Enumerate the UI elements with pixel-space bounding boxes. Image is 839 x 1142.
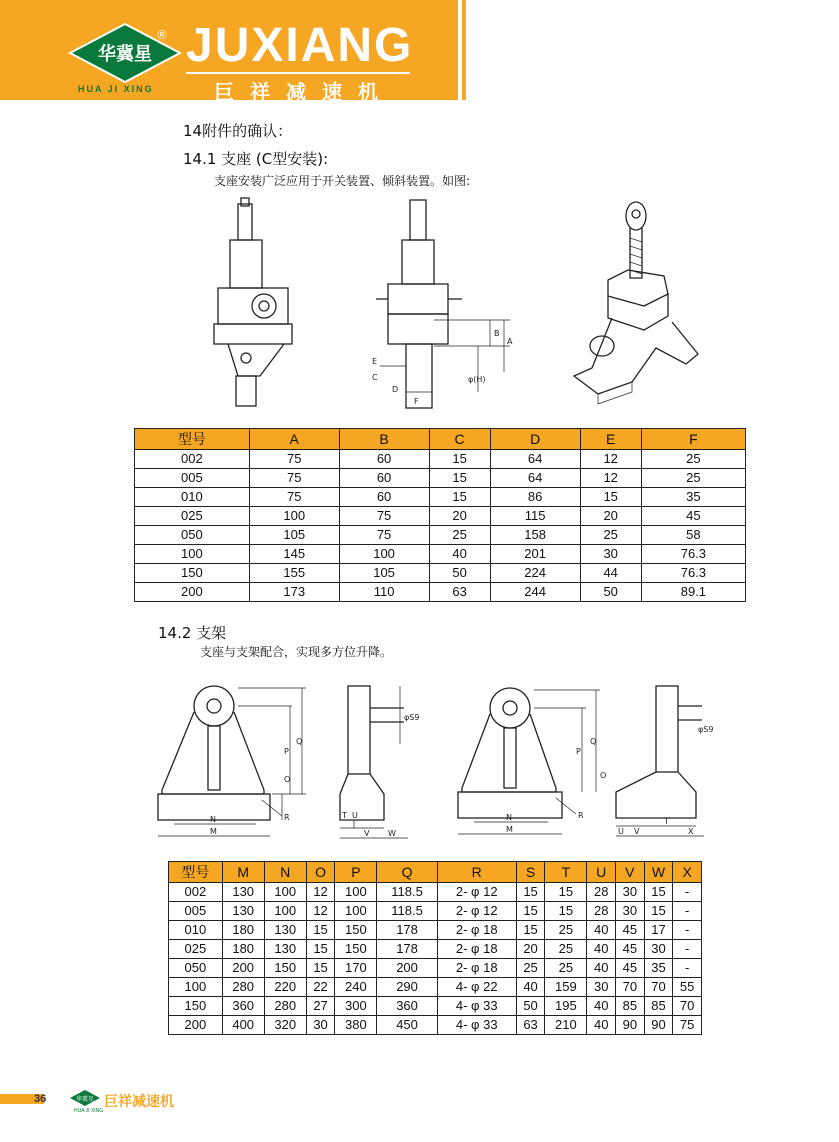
table-cell: 50 xyxy=(580,583,641,602)
table-cell: 005 xyxy=(135,469,250,488)
table-cell: 002 xyxy=(169,883,223,902)
table-cell: 150 xyxy=(135,564,250,583)
table-cell: 25 xyxy=(545,940,587,959)
table-cell: 17 xyxy=(644,921,673,940)
table-cell: 60 xyxy=(339,450,429,469)
table-cell: 200 xyxy=(377,959,437,978)
table-header-cell: N xyxy=(264,862,306,883)
table-cell: 15 xyxy=(429,450,490,469)
table-cell: 60 xyxy=(339,469,429,488)
table-cell: - xyxy=(673,902,702,921)
table-cell: 360 xyxy=(222,997,264,1016)
table-cell: 40 xyxy=(587,997,616,1016)
logo-text: 华冀星 xyxy=(98,44,152,65)
table-cell: 15 xyxy=(516,921,545,940)
brand-name-en: JUXIANG xyxy=(186,19,414,72)
fig-jack-side-view xyxy=(208,196,304,412)
table-cell: 45 xyxy=(641,507,745,526)
table-cell: 25 xyxy=(580,526,641,545)
table-header-cell: 型号 xyxy=(135,429,250,450)
dim-label-v2: V xyxy=(634,827,640,836)
table-row xyxy=(135,545,746,564)
table-cell: 240 xyxy=(335,978,377,997)
table-cell: 15 xyxy=(580,488,641,507)
table-cell: 201 xyxy=(490,545,580,564)
table-header-cell: M xyxy=(222,862,264,883)
table-header-cell: E xyxy=(580,429,641,450)
table-cell: 64 xyxy=(490,469,580,488)
table-cell: 30 xyxy=(644,940,673,959)
fig-bracket-front-b xyxy=(452,682,612,842)
table-header-cell: U xyxy=(587,862,616,883)
table-header-cell: R xyxy=(437,862,516,883)
section-14-1-desc: 支座安装广泛应用于开关装置、倾斜装置。如图: xyxy=(214,174,471,188)
fig-jack-isometric xyxy=(568,198,708,408)
table-cell: 40 xyxy=(587,1016,616,1035)
brand-name-cn: 巨祥减速机 xyxy=(214,80,394,104)
dim-label-t2: T xyxy=(664,817,669,826)
fig-jack-front-view xyxy=(370,196,520,416)
table-row xyxy=(169,921,702,940)
table-cell: 86 xyxy=(490,488,580,507)
table-header-row xyxy=(169,862,702,883)
dim-label-h: φ(H) xyxy=(468,375,486,384)
table-header-cell: C xyxy=(429,429,490,450)
table-cell: 105 xyxy=(249,526,339,545)
table-cell: 400 xyxy=(222,1016,264,1035)
section-14-1-title: 14.1 支座 (C型安装): xyxy=(183,150,329,168)
table-cell: 45 xyxy=(616,921,645,940)
table-cell: 280 xyxy=(222,978,264,997)
table-cell: 025 xyxy=(135,507,250,526)
table-cell: 15 xyxy=(306,959,335,978)
table-cell: 76.3 xyxy=(641,545,745,564)
table-cell: 118.5 xyxy=(377,902,437,921)
table-cell: 178 xyxy=(377,921,437,940)
dim-label-n: N xyxy=(210,815,216,824)
dim-label-m: M xyxy=(210,827,217,836)
table-row xyxy=(135,469,746,488)
dim-label-t: T xyxy=(342,811,347,820)
table-cell: 25 xyxy=(641,450,745,469)
table-cell: 2- φ 12 xyxy=(437,883,516,902)
dim-label-s2: φS9 xyxy=(698,725,714,734)
dim-label-r2: R xyxy=(578,811,584,820)
table-cell: 25 xyxy=(641,469,745,488)
table-cell: 63 xyxy=(516,1016,545,1035)
table-cell: 30 xyxy=(587,978,616,997)
table-cell: 15 xyxy=(545,883,587,902)
table-cell: 100 xyxy=(335,902,377,921)
table-cell: 40 xyxy=(587,940,616,959)
table-cell: 224 xyxy=(490,564,580,583)
table-cell: 60 xyxy=(339,488,429,507)
table-cell: 105 xyxy=(339,564,429,583)
table-row xyxy=(135,507,746,526)
table-cell: 100 xyxy=(264,902,306,921)
table-cell: 155 xyxy=(249,564,339,583)
dim-label-q: Q xyxy=(296,737,303,746)
table-cell: 40 xyxy=(429,545,490,564)
table-cell: - xyxy=(673,940,702,959)
table-cell: 20 xyxy=(516,940,545,959)
table-row xyxy=(135,450,746,469)
dim-label-w: W xyxy=(388,829,396,838)
table-cell: 90 xyxy=(644,1016,673,1035)
table-cell: 75 xyxy=(249,469,339,488)
footer-logo-subtitle: HUA JI XING xyxy=(74,1108,104,1114)
table-cell: 20 xyxy=(580,507,641,526)
table-cell: 195 xyxy=(545,997,587,1016)
table-cell: 010 xyxy=(135,488,250,507)
table-cell: 30 xyxy=(306,1016,335,1035)
table-cell: 12 xyxy=(306,902,335,921)
table-cell: 100 xyxy=(264,883,306,902)
table-cell: 100 xyxy=(335,883,377,902)
dim-label-q2: Q xyxy=(590,737,597,746)
table-cell: 244 xyxy=(490,583,580,602)
table-header-cell: P xyxy=(335,862,377,883)
table-cell: 4- φ 22 xyxy=(437,978,516,997)
table-cell: - xyxy=(673,921,702,940)
table-row xyxy=(169,997,702,1016)
page-number: 36 xyxy=(34,1093,47,1105)
table-row xyxy=(135,526,746,545)
table-cell: 55 xyxy=(673,978,702,997)
table-row xyxy=(135,488,746,507)
bracket-dimension-table xyxy=(168,861,702,1035)
table-header-cell: X xyxy=(673,862,702,883)
table-header-cell: W xyxy=(644,862,673,883)
table-cell: 145 xyxy=(249,545,339,564)
table-cell: 4- φ 33 xyxy=(437,1016,516,1035)
table-cell: 35 xyxy=(641,488,745,507)
table-cell: 15 xyxy=(516,883,545,902)
table-row xyxy=(135,564,746,583)
table-cell: 50 xyxy=(516,997,545,1016)
section-title: 14附件的确认： xyxy=(183,122,293,140)
table-cell: 158 xyxy=(490,526,580,545)
table-cell: - xyxy=(673,883,702,902)
footer-brand: 巨祥减速机 xyxy=(104,1094,174,1110)
dim-label-c: C xyxy=(372,373,378,382)
fig-bracket-side-a xyxy=(334,682,434,842)
table-cell: 2- φ 12 xyxy=(437,902,516,921)
table-cell: 210 xyxy=(545,1016,587,1035)
table-cell: 173 xyxy=(249,583,339,602)
table-header-cell: A xyxy=(249,429,339,450)
table-cell: 45 xyxy=(616,940,645,959)
dim-label-v: V xyxy=(364,829,370,838)
table-cell: 360 xyxy=(377,997,437,1016)
table-cell: 12 xyxy=(580,469,641,488)
table-cell: 130 xyxy=(264,921,306,940)
table-cell: 4- φ 33 xyxy=(437,997,516,1016)
table-cell: 115 xyxy=(490,507,580,526)
table-cell: 010 xyxy=(169,921,223,940)
dim-label-a: A xyxy=(507,337,513,346)
table-cell: 159 xyxy=(545,978,587,997)
table-cell: 300 xyxy=(335,997,377,1016)
table-cell: 150 xyxy=(169,997,223,1016)
brand-rule xyxy=(186,72,410,74)
table-cell: 100 xyxy=(169,978,223,997)
table-cell: 44 xyxy=(580,564,641,583)
table-header-cell: Q xyxy=(377,862,437,883)
table-cell: 28 xyxy=(587,902,616,921)
dim-label-p: P xyxy=(284,747,289,756)
table-cell: 75 xyxy=(339,507,429,526)
logo-registered: ® xyxy=(156,28,168,42)
table-cell: 15 xyxy=(306,940,335,959)
table-header-cell: D xyxy=(490,429,580,450)
table-header-cell: S xyxy=(516,862,545,883)
dim-label-u: U xyxy=(352,811,358,820)
table-cell: 050 xyxy=(135,526,250,545)
table-cell: 30 xyxy=(616,883,645,902)
support-dimension-table xyxy=(134,428,746,602)
section-14-2-title: 14.2 支架 xyxy=(158,624,227,642)
table-cell: 15 xyxy=(644,902,673,921)
dim-label-r: R xyxy=(284,813,290,822)
table-cell: 20 xyxy=(429,507,490,526)
table-cell: 27 xyxy=(306,997,335,1016)
table-cell: 2- φ 18 xyxy=(437,921,516,940)
dim-label-b: B xyxy=(494,329,500,338)
table-cell: 220 xyxy=(264,978,306,997)
table-cell: 40 xyxy=(516,978,545,997)
table-cell: 75 xyxy=(673,1016,702,1035)
table-cell: 200 xyxy=(222,959,264,978)
table-cell: 25 xyxy=(545,959,587,978)
table-cell: - xyxy=(673,959,702,978)
table-cell: 110 xyxy=(339,583,429,602)
table-cell: 30 xyxy=(580,545,641,564)
fig-bracket-front-a xyxy=(152,682,312,842)
table-cell: 15 xyxy=(545,902,587,921)
dim-label-o: O xyxy=(284,775,291,784)
table-cell: 58 xyxy=(641,526,745,545)
table-cell: 25 xyxy=(516,959,545,978)
table-cell: 76.3 xyxy=(641,564,745,583)
table-cell: 180 xyxy=(222,921,264,940)
table-cell: 75 xyxy=(249,450,339,469)
table-cell: 15 xyxy=(429,488,490,507)
logo-subtitle: HUA JI XING xyxy=(78,84,154,94)
table-cell: 30 xyxy=(616,902,645,921)
dim-label-x2: X xyxy=(688,827,694,836)
table-cell: 15 xyxy=(644,883,673,902)
table-cell: 150 xyxy=(264,959,306,978)
table-cell: 178 xyxy=(377,940,437,959)
table-row xyxy=(169,883,702,902)
table-row xyxy=(169,978,702,997)
table-cell: 380 xyxy=(335,1016,377,1035)
table-header-cell: T xyxy=(545,862,587,883)
table-cell: 70 xyxy=(644,978,673,997)
table-cell: 12 xyxy=(580,450,641,469)
table-cell: 15 xyxy=(516,902,545,921)
table-cell: 290 xyxy=(377,978,437,997)
table-cell: 450 xyxy=(377,1016,437,1035)
table-cell: 100 xyxy=(339,545,429,564)
table-cell: 50 xyxy=(429,564,490,583)
table-cell: 170 xyxy=(335,959,377,978)
fig-bracket-side-b xyxy=(608,682,714,842)
table-cell: 180 xyxy=(222,940,264,959)
dim-label-o2: O xyxy=(600,771,607,780)
table-cell: 63 xyxy=(429,583,490,602)
table-body xyxy=(169,883,702,1035)
table-cell: 150 xyxy=(335,921,377,940)
table-row xyxy=(169,1016,702,1035)
table-row xyxy=(169,902,702,921)
table-cell: 70 xyxy=(616,978,645,997)
table-body xyxy=(135,450,746,602)
table-cell: 15 xyxy=(429,469,490,488)
table-cell: 35 xyxy=(644,959,673,978)
table-cell: 100 xyxy=(249,507,339,526)
footer-logo-text: 华冀星 xyxy=(75,1096,95,1103)
dim-label-f: F xyxy=(414,397,419,406)
table-cell: 150 xyxy=(335,940,377,959)
table-cell: 75 xyxy=(249,488,339,507)
table-cell: 85 xyxy=(616,997,645,1016)
footer-logo-icon xyxy=(70,1089,100,1107)
dim-label-n2: N xyxy=(506,813,512,822)
table-header-cell: O xyxy=(306,862,335,883)
table-cell: 118.5 xyxy=(377,883,437,902)
table-cell: 025 xyxy=(169,940,223,959)
dim-label-d: D xyxy=(392,385,399,394)
table-cell: 64 xyxy=(490,450,580,469)
table-cell: 2- φ 18 xyxy=(437,959,516,978)
table-cell: 25 xyxy=(429,526,490,545)
table-header-row xyxy=(135,429,746,450)
table-cell: 75 xyxy=(339,526,429,545)
table-cell: 85 xyxy=(644,997,673,1016)
table-cell: 050 xyxy=(169,959,223,978)
table-row xyxy=(169,959,702,978)
section-14-2-desc: 支座与支架配合，实现多方位升降。 xyxy=(200,645,393,659)
table-cell: 005 xyxy=(169,902,223,921)
table-cell: 15 xyxy=(306,921,335,940)
table-header-cell: B xyxy=(339,429,429,450)
table-cell: 130 xyxy=(264,940,306,959)
table-header-cell: 型号 xyxy=(169,862,223,883)
dim-label-u2: U xyxy=(618,827,624,836)
dim-label-m2: M xyxy=(506,825,513,834)
table-cell: 25 xyxy=(545,921,587,940)
table-cell: 002 xyxy=(135,450,250,469)
table-cell: 89.1 xyxy=(641,583,745,602)
table-cell: 100 xyxy=(135,545,250,564)
table-header-cell: F xyxy=(641,429,745,450)
table-cell: 45 xyxy=(616,959,645,978)
table-cell: 40 xyxy=(587,959,616,978)
table-row xyxy=(135,583,746,602)
table-cell: 40 xyxy=(587,921,616,940)
table-cell: 200 xyxy=(135,583,250,602)
dim-label-s: φS9 xyxy=(404,713,420,722)
table-cell: 12 xyxy=(306,883,335,902)
dim-label-p2: P xyxy=(576,747,581,756)
table-cell: 2- φ 18 xyxy=(437,940,516,959)
table-cell: 130 xyxy=(222,902,264,921)
dim-label-e: E xyxy=(372,357,378,366)
table-cell: 22 xyxy=(306,978,335,997)
table-cell: 130 xyxy=(222,883,264,902)
table-cell: 200 xyxy=(169,1016,223,1035)
table-row xyxy=(169,940,702,959)
table-cell: 280 xyxy=(264,997,306,1016)
table-cell: 28 xyxy=(587,883,616,902)
table-cell: 90 xyxy=(616,1016,645,1035)
table-header-cell: V xyxy=(616,862,645,883)
table-cell: 70 xyxy=(673,997,702,1016)
table-cell: 320 xyxy=(264,1016,306,1035)
header-divider xyxy=(462,0,466,100)
